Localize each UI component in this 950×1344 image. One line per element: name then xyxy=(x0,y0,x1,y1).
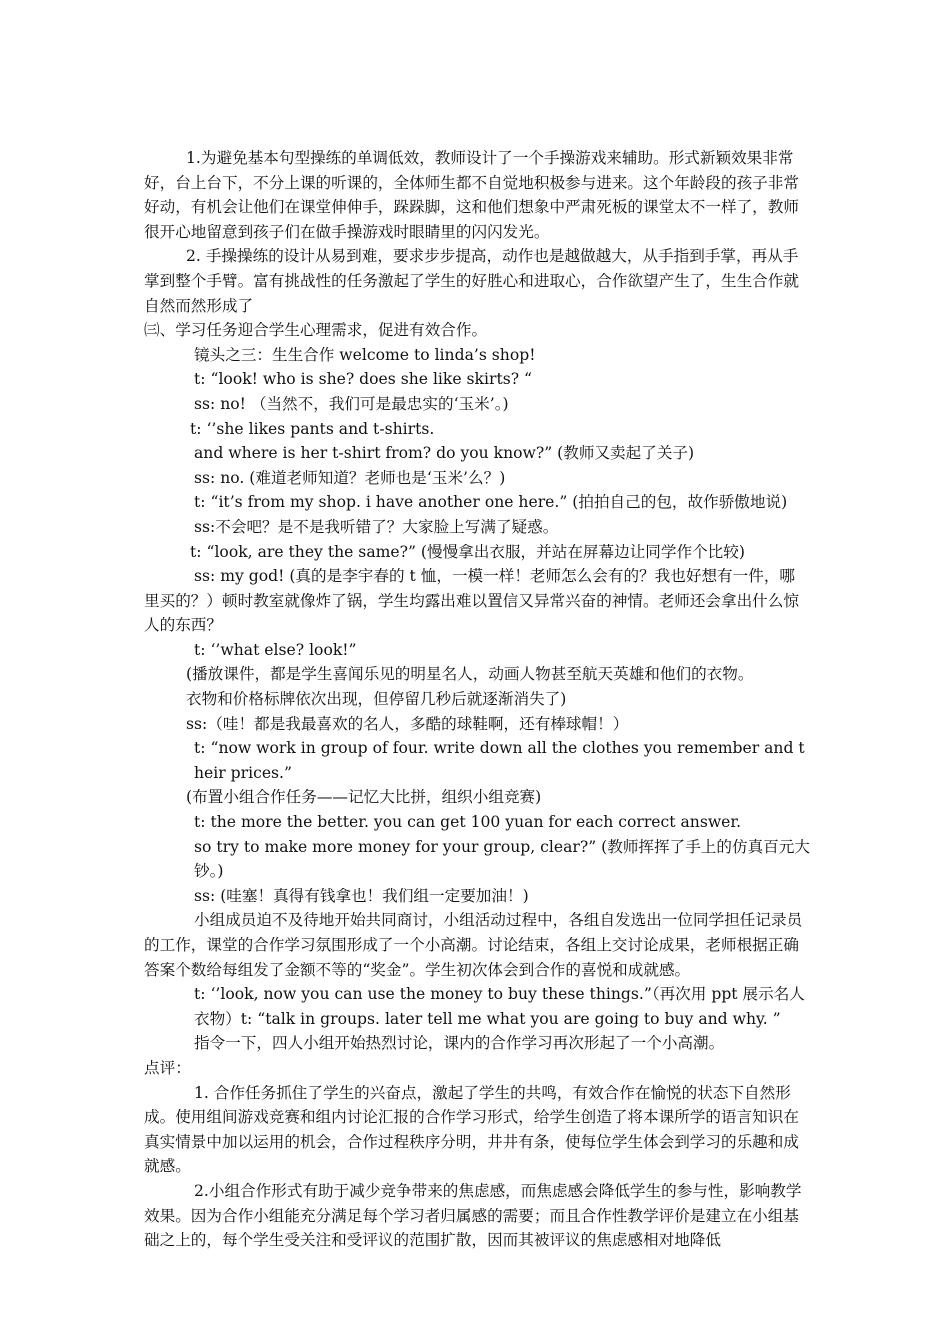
dialogue-line: t: “now work in group of four. write down all the clothes you remember and their prices.” xyxy=(194,739,805,782)
dialogue-line: ss:不会吧？是不是我听错了？大家脸上写满了疑惑。 xyxy=(194,517,559,536)
scene-title: 镜头之三：生生合作 welcome to linda’s shop! xyxy=(194,345,536,364)
paragraph-2: 2. 手操操练的设计从易到难，要求步步提高，动作也是越做越大，从手指到手掌，再从手掌到整个手臂。富有挑战性的任务激起了学生的好胜心和进取心，合作欲望产生了，生生合作就自然而然形成了 xyxy=(144,247,799,315)
dialogue-line: ss: no! （当然不，我们可是最忠实的‘玉米’。) xyxy=(194,394,509,413)
dialogue-line: t: ‘’what else? look!” xyxy=(194,640,357,659)
dialogue-line: t: “look! who is she? does she like skirts? “ xyxy=(194,370,533,389)
stage-direction: (布置小组合作任务——记忆大比拼，组织小组竞赛) xyxy=(186,788,542,807)
comment-paragraph-2: 2.小组合作形式有助于减少竞争带来的焦虑感，而焦虑感会降低学生的参与性，影响教学效果。因为合作小组能充分满足每个学习者归属感的需要；而且合作性教学评价是建立在小组基础之上的，每个学生受关注和受评议的范围扩散，因而其被评议的焦虑感相对地降低 xyxy=(144,1181,802,1250)
narrative-paragraph: 小组成员迫不及待地开始共同商讨，小组活动过程中，各组自发选出一位同学担任记录员的工作，课堂的合作学习氛围形成了一个小高潮。讨论结束，各组上交讨论成果，老师根据正确答案个数给每组发了金额不等的“奖金”。学生初次体会到合作的喜悦和成就感。 xyxy=(144,911,803,979)
dialogue-paragraph: ss: my god! (真的是李宇春的 t 恤，一模一样！老师怎么会有的？我也好想有一件，哪里买的？）顿时教室就像炸了锅，学生均露出难以置信又异常兴奋的神情。老师还会拿出什么惊人的东西？ xyxy=(144,567,799,635)
dialogue-line: t: “look, are they the same?” (慢慢拿出衣服，并站在屏幕边让同学作个比较) xyxy=(190,542,745,561)
section-heading-3: ㈢、学习任务迎合学生心理需求，促进有效合作。 xyxy=(144,321,488,340)
dialogue-line: t: the more the better. you can get 100 yuan for each correct answer. xyxy=(194,813,742,832)
comment-heading: 点评： xyxy=(144,1058,191,1077)
document-body xyxy=(144,146,810,1253)
dialogue-line: ss: no. (难道老师知道？老师也是‘玉米’么？) xyxy=(194,468,506,487)
dialogue-line: t: “it’s from my shop. i have another one here.” (拍拍自己的包，故作骄傲地说) xyxy=(194,493,788,512)
dialogue-paragraph: t: ‘’look, now you can use the money to buy these things.”（再次用 ppt 展示名人衣物）t: “talk in groups. later tell me what you are going to buy and why. ” xyxy=(194,985,805,1028)
dialogue-line: t: ‘’she likes pants and t-shirts. xyxy=(190,419,435,438)
narrative-line: 指令一下，四人小组开始热烈讨论，课内的合作学习再次形起了一个小高潮。 xyxy=(194,1034,725,1053)
dialogue-line: and where is her t-shirt from? do you know?” (教师又卖起了关子) xyxy=(194,444,695,463)
comment-paragraph-1: 1. 合作任务抓住了学生的兴奋点，激起了学生的共鸣，有效合作在愉悦的状态下自然形成。使用组间游戏竞赛和组内讨论汇报的合作学习形式，给学生创造了将本课所学的语言知识在真实情景中加以运用的机会，合作过程秩序分明，井井有条，使每位学生体会到学习的乐趣和成就感。 xyxy=(144,1083,799,1176)
dialogue-line: ss:（哇！都是我最喜欢的名人，多酷的球鞋啊，还有棒球帽！） xyxy=(186,714,629,733)
paragraph-1: 1.为避免基本句型操练的单调低效，教师设计了一个手操游戏来辅助。形式新颖效果非常好，台上台下，不分上课的听课的，全体师生都不自觉地积极参与进来。这个年龄段的孩子非常好动，有机会让他们在课堂伸伸手，跺跺脚，这和他们想象中严肃死板的课堂太不一样了，教师很开心地留意到孩子们在做手操游戏时眼睛里的闪闪发光。 xyxy=(144,149,799,241)
dialogue-line: ss: (哇塞！真得有钱拿也！我们组一定要加油！) xyxy=(194,886,529,905)
stage-direction: 衣物和价格标牌依次出现，但停留几秒后就逐渐消失了) xyxy=(186,690,567,709)
dialogue-line: so try to make more money for your group, clear?” (教师挥挥了手上的仿真百元大钞。) xyxy=(194,837,810,881)
stage-direction: (播放课件，都是学生喜闻乐见的明星名人，动画人物甚至航天英雄和他们的衣物。 xyxy=(186,665,754,684)
